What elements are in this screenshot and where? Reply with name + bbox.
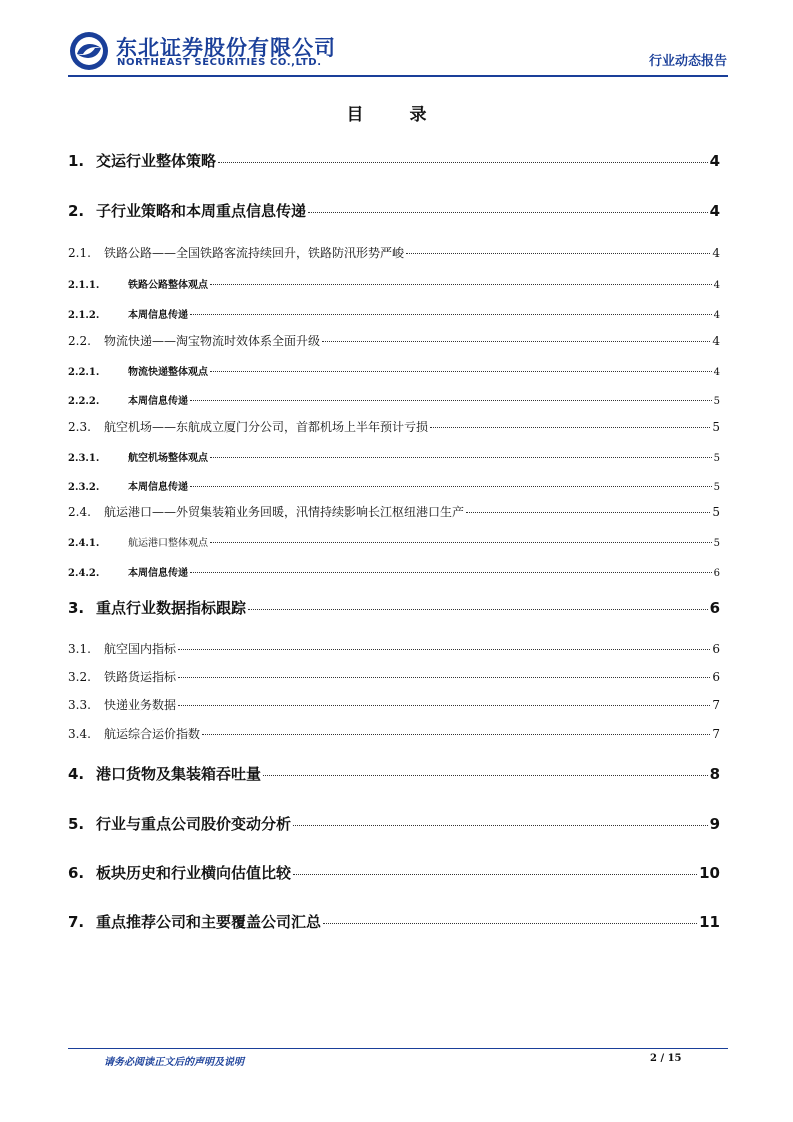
- toc-entry-number: 4.: [68, 765, 85, 783]
- toc-entry-number: 5.: [68, 815, 85, 833]
- toc-entry-page: 4: [712, 334, 720, 348]
- toc-leader-dots: [293, 859, 697, 875]
- toc-entry-label: 本周信息传递: [128, 396, 188, 407]
- toc-entry-page: 5: [713, 453, 720, 464]
- toc-entry-page: 5: [713, 482, 720, 493]
- toc-leader-dots: [178, 637, 710, 650]
- toc-entry-3-2[interactable]: [68, 668, 720, 685]
- toc-entry-number: 3.1.: [68, 642, 91, 656]
- toc-entry-label: 子行业策略和本周重点信息传递: [96, 202, 307, 220]
- toc-entry-number: 3.2.: [68, 670, 91, 684]
- toc-leader-dots: [210, 274, 712, 285]
- toc-entry-2-2-1[interactable]: [68, 363, 720, 378]
- toc-entry-number: 2.: [68, 202, 85, 220]
- toc-entry-1[interactable]: [68, 150, 720, 171]
- toc-entry-2-4-2[interactable]: [68, 564, 720, 579]
- toc-entry-page: 7: [712, 698, 720, 712]
- toc-entry-page: 4: [712, 246, 720, 260]
- toc-entry-label: 航运港口——外贸集装箱业务回暖，汛情持续影响长江枢纽港口生产: [104, 505, 465, 519]
- toc-entry-2-1-2[interactable]: [68, 306, 720, 321]
- disclaimer-note: 请务必阅读正文后的声明及说明: [104, 1057, 244, 1068]
- toc-entry-3-4[interactable]: [68, 725, 720, 742]
- toc-leader-dots: [210, 447, 712, 458]
- toc-entry-page: 8: [709, 765, 720, 783]
- toc-leader-dots: [210, 361, 712, 372]
- toc-leader-dots: [293, 810, 708, 826]
- toc-entry-3-3[interactable]: [68, 696, 720, 713]
- toc-leader-dots: [190, 390, 712, 401]
- report-type: 行业动态报告: [648, 54, 727, 69]
- toc-entry-number: 1.: [68, 152, 85, 170]
- toc-entry-2[interactable]: [68, 200, 720, 221]
- toc-leader-dots: [323, 908, 697, 924]
- toc-entry-page: 11: [699, 913, 720, 931]
- toc-entry-page: 6: [713, 568, 720, 579]
- toc-entry-page: 5: [713, 396, 720, 407]
- toc-entry-page: 10: [699, 864, 720, 882]
- toc-entry-5[interactable]: [68, 813, 720, 834]
- toc-entry-2-2[interactable]: [68, 332, 720, 349]
- toc-entry-label: 行业与重点公司股价变动分析: [96, 815, 292, 833]
- toc-leader-dots: [190, 562, 712, 573]
- toc-entry-page: 4: [709, 202, 720, 220]
- toc-entry-label: 航空机场整体观点: [128, 453, 208, 464]
- toc-entry-label: 板块历史和行业横向估值比较: [96, 864, 292, 882]
- toc-entry-label: 物流快递整体观点: [128, 367, 208, 378]
- toc-leader-dots: [178, 665, 710, 678]
- toc-entry-page: 6: [712, 642, 720, 656]
- toc-entry-number: 7.: [68, 913, 85, 931]
- toc-entry-page: 4: [709, 152, 720, 170]
- toc-entry-number: 2.3.1.: [68, 453, 100, 464]
- page-indicator: 2 / 15: [650, 1053, 682, 1064]
- toc-entry-label: 铁路公路——全国铁路客流持续回升，铁路防汛形势严峻: [104, 246, 405, 260]
- toc-entry-number: 2.2.1.: [68, 367, 100, 378]
- toc-leader-dots: [308, 197, 708, 213]
- toc-leader-dots: [190, 304, 712, 315]
- toc-entry-2-2-2[interactable]: [68, 392, 720, 407]
- toc-entry-3[interactable]: [68, 597, 720, 618]
- toc-entry-number: 2.4.1.: [68, 538, 100, 549]
- toc-entry-2-4-1[interactable]: [68, 534, 720, 549]
- toc-entry-number: 2.4.2.: [68, 568, 100, 579]
- toc-entry-page: 5: [712, 420, 720, 434]
- toc-entry-label: 铁路公路整体观点: [128, 280, 208, 291]
- toc-leader-dots: [190, 476, 712, 487]
- toc-leader-dots: [322, 329, 710, 342]
- footer-divider: [68, 1048, 728, 1049]
- toc-leader-dots: [178, 693, 710, 706]
- toc-entry-2-1-1[interactable]: [68, 276, 720, 291]
- toc-entry-label: 重点推荐公司和主要覆盖公司汇总: [96, 913, 322, 931]
- toc-entry-label: 重点行业数据指标跟踪: [96, 599, 247, 617]
- toc-entry-page: 6: [712, 670, 720, 684]
- toc-entry-2-4[interactable]: [68, 503, 720, 520]
- toc-entry-label: 本周信息传递: [128, 310, 188, 321]
- toc-entry-number: 2.1.2.: [68, 310, 100, 321]
- toc-entry-label: 港口货物及集装箱吞吐量: [96, 765, 262, 783]
- toc-entry-label: 航运港口整体观点: [128, 538, 208, 549]
- toc-entry-page: 4: [713, 310, 720, 321]
- toc-entry-label: 本周信息传递: [128, 568, 188, 579]
- toc-entry-label: 航空机场——东航成立厦门分公司，首都机场上半年预计亏损: [104, 420, 429, 434]
- toc-leader-dots: [218, 147, 708, 163]
- toc-entry-number: 2.1.: [68, 246, 91, 260]
- toc-entry-2-1[interactable]: [68, 244, 720, 261]
- page-header: [0, 0, 793, 80]
- header-divider: [68, 75, 728, 77]
- toc-entry-page: 4: [713, 367, 720, 378]
- toc-leader-dots: [202, 722, 710, 735]
- toc-entry-number: 2.3.2.: [68, 482, 100, 493]
- toc-entry-number: 2.2.2.: [68, 396, 100, 407]
- toc-entry-number: 3.3.: [68, 698, 91, 712]
- toc-entry-label: 航空国内指标: [104, 642, 177, 656]
- toc-leader-dots: [210, 532, 712, 543]
- toc-entry-page: 7: [712, 727, 720, 741]
- toc-entry-4[interactable]: [68, 763, 720, 784]
- toc-entry-number: 3.4.: [68, 727, 91, 741]
- company-name-en: NORTHEAST SECURITIES CO.,LTD.: [117, 57, 322, 68]
- toc-leader-dots: [248, 594, 708, 610]
- toc-entry-page: 4: [713, 280, 720, 291]
- toc-entry-page: 9: [709, 815, 720, 833]
- toc-entry-page: 6: [709, 599, 720, 617]
- toc-entry-number: 3.: [68, 599, 85, 617]
- toc-entry-label: 本周信息传递: [128, 482, 188, 493]
- toc-entry-2-3-1[interactable]: [68, 449, 720, 464]
- toc-entry-7[interactable]: [68, 911, 720, 932]
- toc-entry-page: 5: [712, 505, 720, 519]
- toc-entry-label: 快递业务数据: [104, 698, 177, 712]
- toc-entry-2-3[interactable]: [68, 418, 720, 435]
- toc-entry-number: 2.1.1.: [68, 280, 100, 291]
- toc-entry-number: 2.3.: [68, 420, 91, 434]
- toc-entry-number: 2.4.: [68, 505, 91, 519]
- toc-title: 目 录: [346, 105, 447, 125]
- toc-leader-dots: [406, 241, 710, 254]
- toc-entry-6[interactable]: [68, 862, 720, 883]
- toc-entry-number: 6.: [68, 864, 85, 882]
- toc-entry-3-1[interactable]: [68, 640, 720, 657]
- toc-leader-dots: [263, 760, 708, 776]
- toc-leader-dots: [430, 415, 710, 428]
- toc-entry-label: 物流快递——淘宝物流时效体系全面升级: [104, 334, 321, 348]
- toc-entry-page: 5: [713, 538, 720, 549]
- toc-entry-2-3-2[interactable]: [68, 478, 720, 493]
- company-logo-icon: [68, 30, 110, 72]
- toc-entry-label: 铁路货运指标: [104, 670, 177, 684]
- toc-entry-label: 交运行业整体策略: [96, 152, 217, 170]
- toc-entry-number: 2.2.: [68, 334, 91, 348]
- toc-entry-label: 航运综合运价指数: [104, 727, 201, 741]
- toc-leader-dots: [466, 500, 710, 513]
- company-name-cn: 东北证券股份有限公司: [116, 36, 336, 60]
